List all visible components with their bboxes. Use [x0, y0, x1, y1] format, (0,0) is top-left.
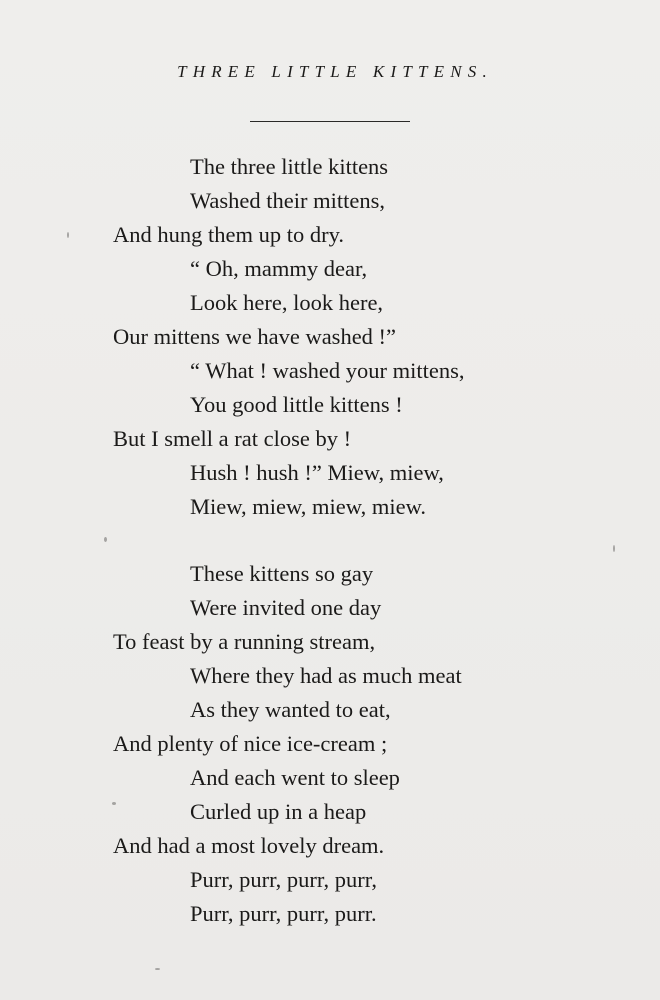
poem-line: And plenty of nice ice-cream ; [113, 731, 388, 756]
poem-line: “ Oh, mammy dear, [190, 256, 368, 281]
poem-line: Washed their mittens, [190, 188, 386, 213]
poem-line: Purr, purr, purr, purr, [190, 867, 377, 892]
poem-line: The three little kittens [190, 154, 389, 179]
paper-speck [155, 968, 160, 970]
poem-line: Look here, look here, [190, 290, 384, 315]
poem-line: And had a most lovely dream. [113, 833, 385, 858]
stanza-2 [0, 557, 660, 931]
poem-line: Our mittens we have washed !” [113, 324, 397, 349]
page-title: THREE LITTLE KITTENS. [177, 62, 493, 81]
poem-line: These kittens so gay [190, 561, 374, 586]
poem-line: Purr, purr, purr, purr. [190, 901, 377, 926]
poem-line: “ What ! washed your mittens, [190, 358, 465, 383]
poem-line: But I smell a rat close by ! [113, 426, 352, 451]
poem-line: Miew, miew, miew, miew. [190, 494, 426, 519]
poem-line: Hush ! hush !” Miew, miew, [190, 460, 444, 485]
poem-line: You good little kittens ! [190, 392, 403, 417]
poem-line: And hung them up to dry. [113, 222, 345, 247]
paper-speck [67, 232, 69, 238]
paper-speck [613, 545, 615, 552]
poem-line: As they wanted to eat, [190, 697, 391, 722]
paper-speck [112, 802, 116, 805]
poem-line: Where they had as much meat [190, 663, 462, 688]
poem-line: Were invited one day [190, 595, 382, 620]
poem-line: To feast by a running stream, [113, 629, 376, 654]
stanza-1 [0, 150, 660, 524]
poem-line: Curled up in a heap [190, 799, 367, 824]
poem-line: And each went to sleep [190, 765, 400, 790]
title-divider [250, 121, 410, 122]
paper-speck [104, 537, 107, 542]
